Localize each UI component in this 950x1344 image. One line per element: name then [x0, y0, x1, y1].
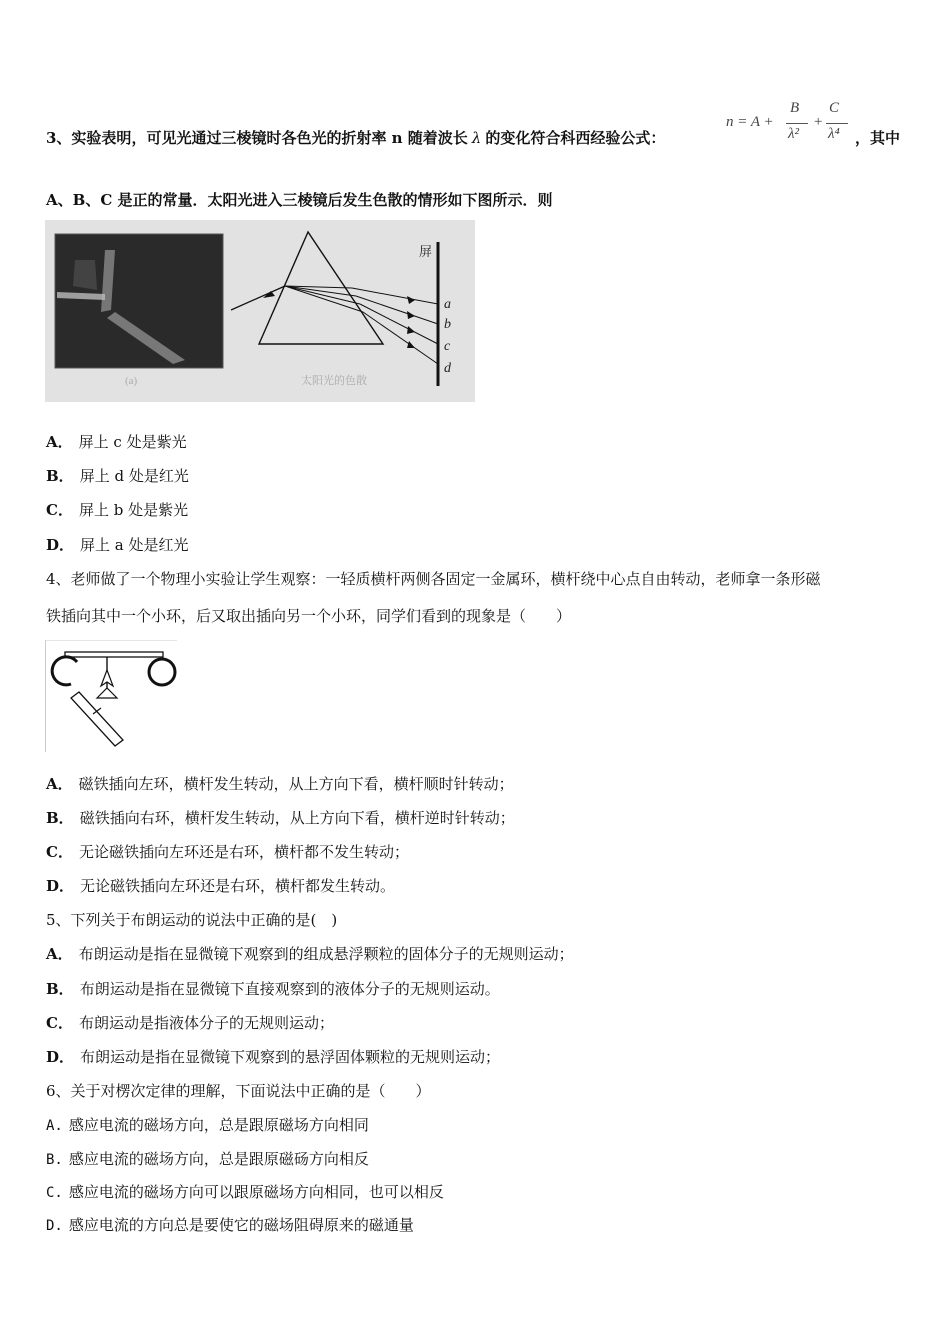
- screen-label: 屏: [419, 244, 433, 259]
- q5-option-c: C． 布朗运动是指液体分子的无规则运动；: [46, 1014, 334, 1032]
- q5-option-d: D． 布朗运动是指在显微镜下观察到的悬浮固体颗粒的无规则运动；: [46, 1048, 501, 1066]
- formula-lhs: n = A +: [726, 114, 774, 130]
- q6-option-d: D. 感应电流的方向总是要使它的磁场阻碍原来的磁通量: [46, 1216, 414, 1234]
- caption-right: 太阳光的色散: [301, 375, 367, 387]
- crossbar: [65, 652, 163, 657]
- cauchy-formula: [726, 100, 856, 150]
- q6-line1: 6、关于对楞次定律的理解，下面说法中正确的是（ ）: [46, 1082, 431, 1100]
- right-ring: [149, 659, 175, 685]
- formula-b-numerator: B: [790, 100, 800, 116]
- ring-magnet-figure: [45, 640, 177, 752]
- q3-intro2: 的变化符合科西经验公式：: [485, 129, 666, 147]
- q3-tail: ，其中: [855, 129, 901, 147]
- q4-option-b: B． 磁铁插向右环，横杆发生转动，从上方向下看，横杆逆时针转动；: [46, 809, 515, 827]
- q4-option-d: D． 无论磁铁插向左环还是右环，横杆都发生转动。: [46, 877, 396, 895]
- left-ring-split: [52, 657, 77, 685]
- formula-c-bar: [826, 123, 848, 124]
- q5-option-a: A． 布朗运动是指在显微镜下观察到的组成悬浮颗粒的固体分子的无规则运动；: [46, 945, 574, 963]
- q6-option-b: B. 感应电流的磁场方向，总是跟原磁砀方向相反: [46, 1150, 369, 1168]
- q3-option-b: B． 屏上 d 处是红光: [46, 467, 189, 485]
- bar-magnet: [71, 692, 123, 746]
- q3-option-a: A． 屏上 c 处是紫光: [46, 433, 187, 451]
- q4-option-a: A． 磁铁插向左环，横杆发生转动，从上方向下看，横杆顺时针转动；: [46, 775, 514, 793]
- formula-b-bar: [786, 123, 808, 124]
- prism-dispersion-figure: [45, 220, 475, 402]
- q4-line1: 4、老师做了一个物理小实验让学生观察：一轻质横杆两侧各固定一金属环，横杆绕中心点自由转动，老师拿一条形磁: [46, 570, 821, 588]
- q6-option-c: C. 感应电流的磁场方向可以跟原磁场方向相同，也可以相反: [46, 1183, 444, 1201]
- q5-option-b: B． 布朗运动是指在显微镜下直接观察到的液体分子的无规则运动。: [46, 980, 500, 998]
- label-b: b: [444, 317, 451, 332]
- q3-intro: 3、实验表明，可见光通过三棱镜时各色光的折射率 n 随着波长: [46, 129, 468, 147]
- q3-option-d: D． 屏上 a 处是红光: [46, 536, 189, 554]
- q5-line1: 5、下列关于布朗运动的说法中正确的是( ): [46, 911, 338, 929]
- caption-left: (a): [125, 375, 138, 387]
- lambda-symbol: λ: [471, 129, 482, 147]
- q3-option-c: C． 屏上 b 处是紫光: [46, 501, 189, 519]
- formula-plus: +: [813, 114, 824, 130]
- formula-c-denominator: λ⁴: [828, 126, 840, 142]
- dispersion-photo: [55, 234, 223, 368]
- q3-line2: A、B、C 是正的常量．太阳光进入三棱镜后发生色散的情形如下图所示．则: [46, 191, 553, 209]
- q4-line2: 铁插向其中一个小环，后又取出插向另一个小环，同学们看到的现象是（ ）: [46, 607, 572, 625]
- prism-diagram: [45, 220, 475, 402]
- q3-line1: [46, 128, 665, 148]
- label-a: a: [444, 297, 451, 312]
- q4-option-c: C． 无论磁铁插向左环还是右环，横杆都不发生转动；: [46, 843, 409, 861]
- formula-c-numerator: C: [829, 100, 840, 116]
- label-d: d: [444, 361, 451, 376]
- q6-option-a: A. 感应电流的磁场方向，总是跟原磁场方向相同: [46, 1116, 369, 1134]
- ring-magnet-diagram: [45, 640, 177, 752]
- formula-b-denominator: λ²: [788, 126, 799, 142]
- label-c: c: [444, 339, 451, 354]
